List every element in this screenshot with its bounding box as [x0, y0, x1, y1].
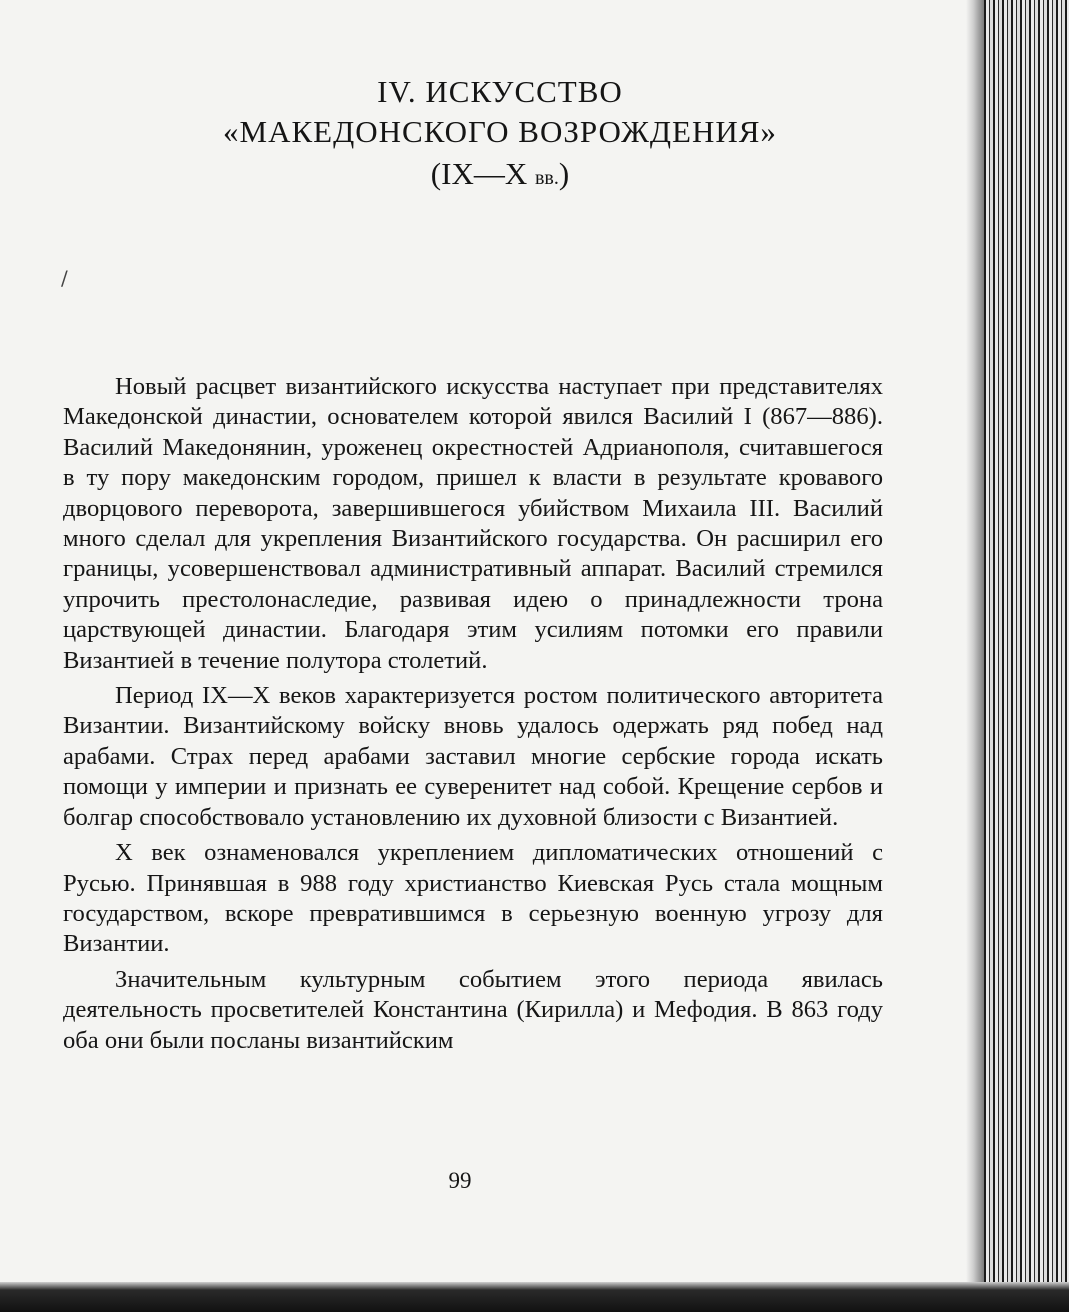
paragraph: Период IX—X веков характеризуется ростом политического авторитета Византии. Византийскому войску вновь удалось одержать ряд побед над арабами. Страх перед арабами заставил многие сербские города искать помощи у империи и признать ее суверенитет над собой. Крещение сербов и болгар способствовало установлению их духовной близости с Византией.: [63, 682, 883, 831]
chapter-period-close: ): [558, 156, 570, 191]
chapter-title-line-3: [100, 152, 900, 200]
chapter-title-line-1: IV. ИСКУССТВО: [377, 74, 623, 109]
book-page-edges: [966, 0, 1069, 1312]
page-number: 99: [448, 1168, 472, 1193]
chapter-period-unit: вв.: [534, 167, 559, 189]
margin-mark: /: [61, 266, 68, 290]
paragraph: Значительным культурным событием этого периода явилась деятельность просветителей Константина (Кирилла) и Мефодия. В 863 году оба они были посланы византийским: [63, 965, 883, 1054]
chapter-title-line-2: «МАКЕДОНСКОГО ВОЗРОЖДЕНИЯ»: [223, 114, 777, 149]
body-text: [63, 372, 883, 1056]
paragraph: Новый расцвет византийского искусства наступает при представителях Македонской династии, основателем которой явился Василий I (867—886). Василий Македонянин, уроженец окрестностей Адрианополя, считавшегося в ту пору македонским городом, пришел к власти в результате кровавого дворцового переворота, завершившегося убийством Михаила III. Василий много сделал для укрепления Византийского государства. Он расширил его границы, усовершенствовал административный аппарат. Василий стремился упрочить престолонаследие, развивая идею о принадлежности трона царствующей династии. Благодаря этим усилиям потомки его правили Византией в течение полутора столетий.: [63, 373, 883, 674]
paragraph: X век ознаменовался укреплением дипломатических отношений с Русью. Принявшая в 988 году христианство Киевская Русь стала мощным государством, вскоре превратившимся в серьезную военную угрозу для Византии.: [63, 839, 883, 958]
chapter-period: (IX—X: [430, 156, 535, 191]
book-bottom-edge: [0, 1282, 1069, 1312]
chapter-heading: [100, 72, 900, 200]
